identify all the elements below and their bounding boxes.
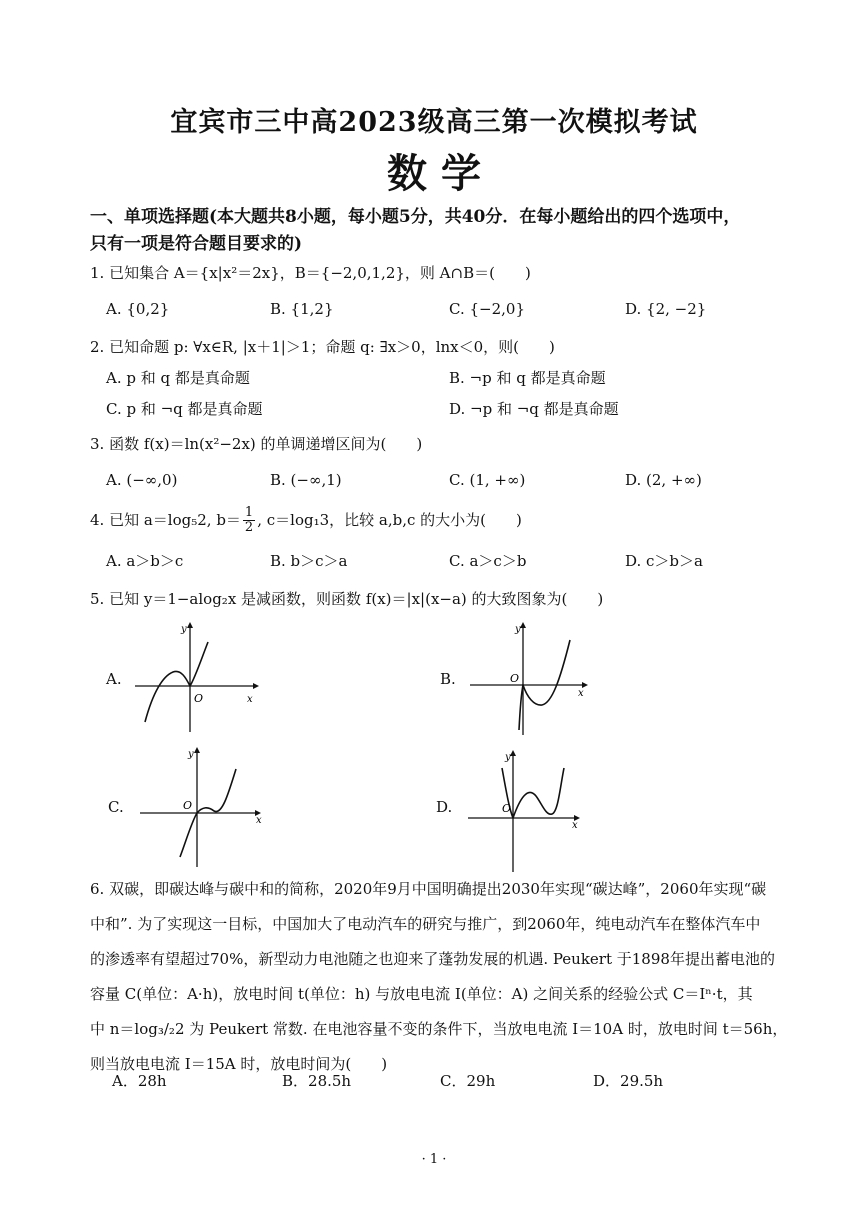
q3-option-d: D. (2, +∞)	[625, 471, 702, 489]
q4-option-d: D. c＞b＞a	[625, 552, 703, 570]
q1-stem: 1. 已知集合 A＝{x|x²＝2x}，B＝{−2,0,1,2}，则 A∩B＝( )	[90, 264, 531, 282]
q4-fraction-numerator: 1	[244, 505, 254, 520]
q5-graph-b	[470, 620, 595, 735]
q5-graph-c-origin: O	[183, 799, 193, 812]
q4-stem-post: , c＝log₁3，比较 a,b,c 的大小为( )	[257, 510, 522, 529]
q3-option-c: C. (1, +∞)	[449, 471, 526, 489]
q6-line-1: 6. 双碳，即碳达峰与碳中和的简称，2020年9月中国明确提出2030年实现“碳达峰”，2060年实现“碳	[90, 880, 767, 898]
q6-option-a: A．28h	[112, 1072, 167, 1090]
q5-graph-d-origin: O	[502, 802, 512, 815]
q6-option-c: C．29h	[440, 1072, 496, 1090]
q6-option-b: B．28.5h	[282, 1072, 352, 1090]
q6-option-d: D．29.5h	[593, 1072, 664, 1090]
q1-option-d: D. {2, −2}	[625, 300, 707, 318]
q6-line-3: 的渗透率有望超过70%，新型动力电池随之也迎来了蓬勃发展的机遇. Peukert 于1898年提出蓄电池的	[90, 950, 775, 968]
q5-graph-d-y-label: y	[505, 752, 511, 763]
exam-title: 宜宾市三中高2023级高三第一次模拟考试	[170, 107, 698, 138]
q4-option-c: C. a＞c＞b	[449, 552, 527, 570]
q4-fraction-denominator: 2	[244, 520, 254, 536]
q4-stem-pre: 4. 已知 a＝log₅2, b＝	[90, 510, 241, 529]
q4-option-a: A. a＞b＞c	[106, 552, 184, 570]
q5-graph-d-label: D.	[436, 798, 453, 816]
q6-line-4: 容量 C(单位：A·h)，放电时间 t(单位：h) 与放电电流 I(单位：A) 之间关系的经验公式 C＝Iⁿ·t，其	[90, 985, 753, 1003]
q5-graph-d	[468, 748, 583, 872]
q4-fraction	[243, 506, 255, 536]
q5-graph-a	[135, 620, 260, 732]
section-heading-line2: 只有一项是符合题目要求的)	[90, 234, 303, 254]
q3-option-a: A. (−∞,0)	[106, 471, 178, 489]
q5-graph-c	[140, 745, 265, 867]
q5-graph-c-label: C.	[108, 798, 124, 816]
q5-graph-b-x-label: x	[578, 688, 584, 699]
q3-stem: 3. 函数 f(x)＝ln(x²−2x) 的单调递增区间为( )	[90, 435, 423, 453]
subject-title: 数 学	[387, 150, 481, 197]
q5-graph-c-y-label: y	[188, 749, 194, 760]
q5-graph-a-origin: O	[194, 692, 204, 705]
q4-stem	[90, 506, 522, 536]
q2-option-b: B. ¬p 和 q 都是真命题	[449, 369, 606, 387]
q6-line-5: 中 n＝log₃/₂2 为 Peukert 常数. 在电池容量不变的条件下，当放电电流 I＝10A 时，放电时间 t＝56h，	[90, 1020, 788, 1038]
q6-line-2: 中和”. 为了实现这一目标，中国加大了电动汽车的研究与推广，到2060年，纯电动汽车在整体汽车中	[90, 915, 761, 933]
q5-graph-c-x-label: x	[256, 815, 262, 826]
section-heading-line1: 一、单项选择题(本大题共8小题，每小题5分，共40分．在每小题给出的四个选项中，	[90, 207, 741, 227]
q1-option-b: B. {1,2}	[270, 300, 334, 318]
q2-option-d: D. ¬p 和 ¬q 都是真命题	[449, 400, 619, 418]
q2-option-a: A. p 和 q 都是真命题	[106, 369, 250, 387]
q2-option-c: C. p 和 ¬q 都是真命题	[106, 400, 263, 418]
q5-graph-b-origin: O	[510, 672, 520, 685]
q6-line-6: 则当放电电流 I＝15A 时，放电时间为( )	[90, 1055, 388, 1073]
q5-graph-a-x-label: x	[247, 694, 253, 705]
q1-option-a: A. {0,2}	[106, 300, 170, 318]
q5-graph-a-y-label: y	[181, 624, 187, 635]
q6-stem	[90, 872, 790, 1082]
q5-graph-b-label: B.	[440, 670, 456, 688]
q4-option-b: B. b＞c＞a	[270, 552, 348, 570]
q5-stem: 5. 已知 y＝1−alog₂x 是减函数，则函数 f(x)＝|x|(x−a) 的大致图象为( )	[90, 590, 604, 608]
q5-graph-b-y-label: y	[515, 624, 521, 635]
q3-option-b: B. (−∞,1)	[270, 471, 342, 489]
q5-graph-d-x-label: x	[572, 820, 578, 831]
q5-graph-a-label: A.	[106, 670, 122, 688]
q1-option-c: C. {−2,0}	[449, 300, 525, 318]
page-number: · 1 ·	[421, 1152, 447, 1167]
q2-stem: 2. 已知命题 p: ∀x∈R, |x＋1|＞1；命题 q: ∃x＞0，lnx＜0，则( )	[90, 338, 555, 356]
